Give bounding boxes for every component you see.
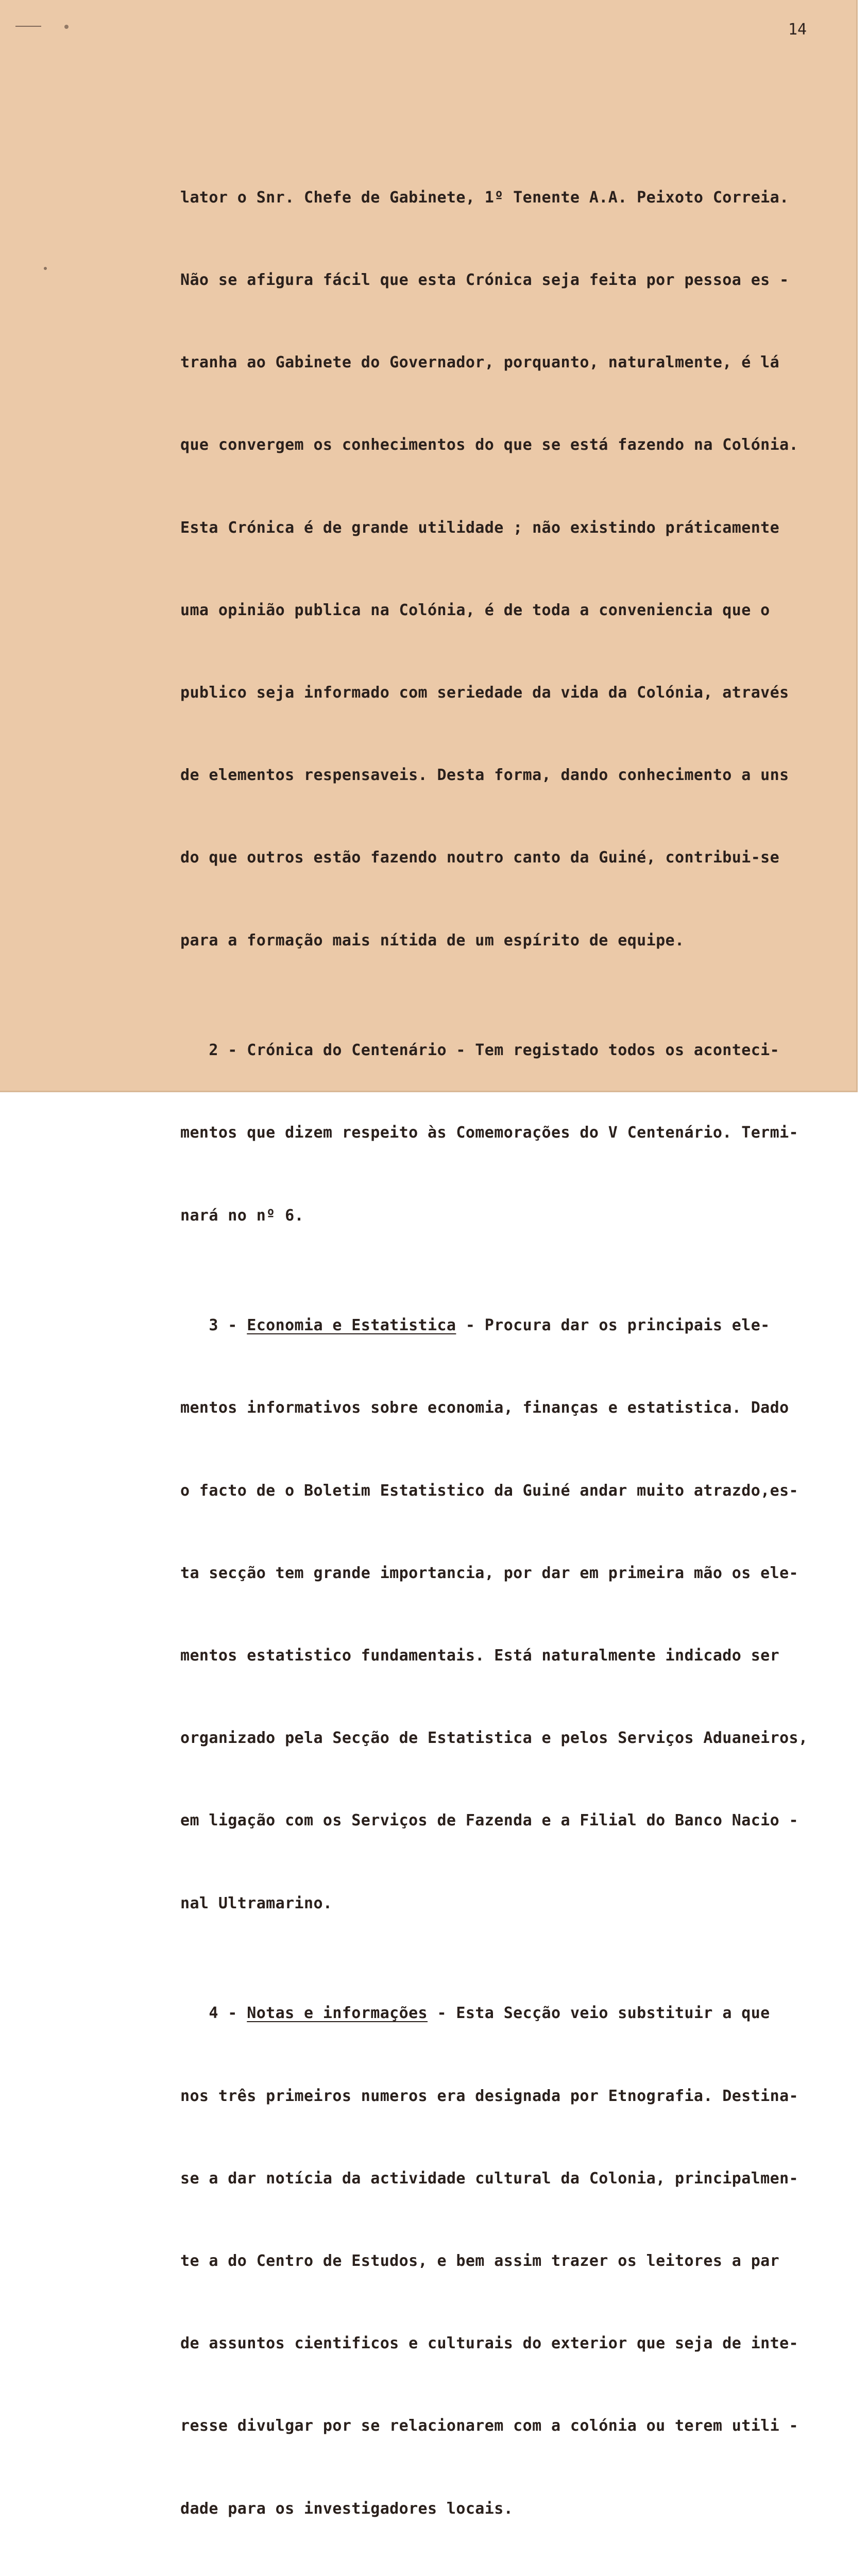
- section-3-line: ta secção tem grande importancia, por dar em primeira mão os ele-: [180, 1564, 798, 1582]
- section-2-line: 2 - Crónica do Centenário - Tem registado todos os aconteci-: [180, 1041, 780, 1060]
- text-line: Não se afigura fácil que esta Crónica seja feita por pessoa es -: [180, 271, 789, 290]
- text-line: uma opinião publica na Colónia, é de toda a conveniencia que o: [180, 601, 770, 619]
- section-4-heading-line: [180, 1999, 845, 2027]
- text-line: tranha ao Gabinete do Governador, porquanto, naturalmente, é lá: [180, 353, 780, 372]
- section-4-line: de assuntos cientificos e culturais do exterior que seja de inte-: [180, 2334, 798, 2353]
- body-text: [180, 129, 845, 2576]
- section-4-title: Notas e informações: [247, 2004, 428, 2023]
- text-line: Esta Crónica é de grande utilidade ; não existindo práticamente: [180, 518, 780, 537]
- text-line: lator o Snr. Chefe de Gabinete, 1º Tenente A.A. Peixoto Correia.: [180, 188, 789, 207]
- section-3-heading-line: [180, 1312, 845, 1339]
- section-4-line: resse divulgar por se relacionarem com a colónia ou terem utili -: [180, 2417, 798, 2435]
- section-3-line: mentos informativos sobre economia, finanças e estatistica. Dado: [180, 1399, 789, 1417]
- section-4-line: te a do Centro de Estudos, e bem assim trazer os leitores a par: [180, 2251, 780, 2270]
- scan-mark: [44, 267, 47, 270]
- section-3-line: nal Ultramarino.: [180, 1894, 333, 1912]
- section-2-line: nará no nº 6.: [180, 1206, 304, 1225]
- section-4-line: nos três primeiros numeros era designada por Etnografia. Destina-: [180, 2087, 798, 2105]
- section-4-prefix: 4 -: [180, 2004, 247, 2023]
- section-4-rest: - Esta Secção veio substituir a que: [428, 2004, 770, 2023]
- section-3-line: o facto de o Boletim Estatistico da Guiné andar muito atrazdo,es-: [180, 1481, 798, 1500]
- section-3-line: em ligação com os Serviços de Fazenda e a Filial do Banco Nacio -: [180, 1811, 798, 1830]
- section-3-prefix: 3 -: [180, 1316, 247, 1335]
- page-number: 14: [788, 21, 807, 39]
- section-3-title: Economia e Estatistica: [247, 1316, 456, 1335]
- text-line: de elementos respensaveis. Desta forma, dando conhecimento a uns: [180, 766, 789, 785]
- section-3-line: mentos estatistico fundamentais. Está naturalmente indicado ser: [180, 1647, 780, 1665]
- text-line: do que outros estão fazendo noutro canto da Guiné, contribui-se: [180, 849, 780, 867]
- text-line: que convergem os conhecimentos do que se está fazendo na Colónia.: [180, 436, 798, 454]
- section-4-line: dade para os investigadores locais.: [180, 2499, 514, 2518]
- section-4-line: se a dar notícia da actividade cultural da Colonia, principalmen-: [180, 2169, 798, 2188]
- text-line: publico seja informado com seriedade da vida da Colónia, através: [180, 684, 789, 702]
- text-line: para a formação mais nítida de um espírito de equipe.: [180, 931, 685, 950]
- section-2-line: mentos que dizem respeito às Comemorações do V Centenário. Termi-: [180, 1124, 798, 1142]
- section-3-line: organizado pela Secção de Estatistica e pelos Serviços Aduaneiros,: [180, 1729, 808, 1748]
- scan-mark: [64, 25, 69, 29]
- section-3-rest: - Procura dar os principais ele-: [456, 1316, 770, 1335]
- scan-mark: [15, 26, 41, 27]
